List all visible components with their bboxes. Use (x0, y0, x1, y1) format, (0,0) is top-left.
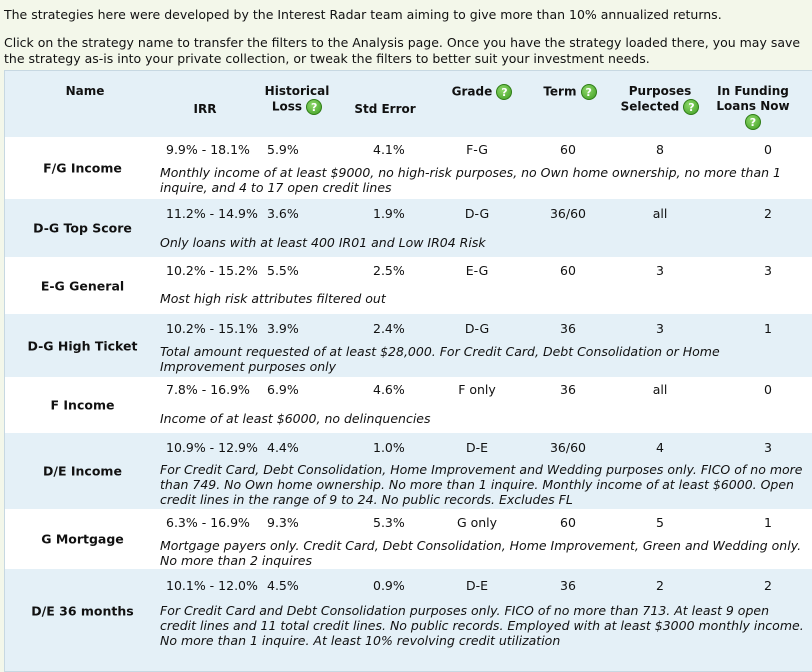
strategy-name-link[interactable]: D/E Income (43, 463, 122, 479)
grade-value: D-E (465, 440, 489, 455)
irr-value: 10.2% - 15.1% (166, 321, 258, 336)
strategies-table (4, 70, 812, 672)
strategy-row (5, 433, 812, 509)
term-value: 36/60 (549, 206, 587, 221)
irr-value: 9.9% - 18.1% (166, 142, 250, 157)
term-value: 60 (560, 142, 576, 157)
loss-value: 6.9% (267, 382, 299, 397)
header-term (530, 84, 610, 100)
term-value: 36 (560, 578, 576, 593)
header-in-funding-label: In Funding Loans Now (716, 84, 790, 113)
header-grade (437, 84, 527, 100)
irr-value: 10.9% - 12.9% (166, 440, 258, 455)
header-historical-loss (257, 84, 337, 115)
header-name: Name (65, 84, 105, 98)
strategy-row (5, 509, 812, 569)
loss-value: 3.9% (267, 321, 299, 336)
purposes-value: all (652, 382, 668, 397)
header-purposes-selected (617, 84, 703, 115)
help-icon[interactable]: ? (745, 114, 761, 130)
strategy-row (5, 199, 812, 257)
purposes-value: 3 (656, 263, 664, 278)
purposes-value: all (652, 206, 668, 221)
strategy-description: For Credit Card and Debt Consolidation purposes only. FICO of no more than 713. At least 9 open credit lines and 11 total credit lines. No public records. Employed with at least $3000 monthly income. No more than 1 inquire. At least 10% revolving credit utilization (160, 603, 804, 648)
grade-value: E-G (465, 263, 489, 278)
grade-value: F-G (466, 142, 488, 157)
header-grade-label: Grade (451, 84, 493, 99)
strategy-row (5, 257, 812, 314)
header-in-funding (713, 84, 793, 130)
irr-value: 11.2% - 14.9% (166, 206, 258, 221)
help-icon[interactable]: ? (306, 99, 322, 115)
help-icon[interactable]: ? (683, 99, 699, 115)
term-value: 36/60 (549, 440, 587, 455)
loss-value: 4.5% (267, 578, 299, 593)
header-std-error: Std Error (354, 102, 416, 116)
strategy-name-link[interactable]: F Income (50, 397, 115, 413)
strategy-name-link[interactable]: D/E 36 months (31, 603, 134, 619)
loss-value: 5.5% (267, 263, 299, 278)
instructions-text: Click on the strategy name to transfer the filters to the Analysis page. Once you have the strategy loaded there, you may save the strategy as-is into your private collection, or tweak the filters to better suit your investment needs. (4, 35, 801, 66)
loss-value: 5.9% (267, 142, 299, 157)
std-error-value: 0.9% (373, 578, 405, 593)
term-value: 60 (560, 515, 576, 530)
term-value: 36 (560, 321, 576, 336)
std-error-value: 2.5% (373, 263, 405, 278)
strategy-row (5, 569, 812, 653)
purposes-value: 4 (656, 440, 664, 455)
purposes-value: 2 (656, 578, 664, 593)
strategy-description: Income of at least $6000, no delinquencies (160, 411, 431, 426)
term-value: 60 (560, 263, 576, 278)
purposes-value: 5 (656, 515, 664, 530)
help-icon[interactable]: ? (496, 84, 512, 100)
strategy-row (5, 137, 812, 199)
strategy-name-link[interactable]: D-G Top Score (33, 220, 132, 236)
strategy-name-link[interactable]: G Mortgage (41, 531, 124, 547)
std-error-value: 5.3% (373, 515, 405, 530)
loss-value: 9.3% (267, 515, 299, 530)
irr-value: 10.2% - 15.2% (166, 263, 258, 278)
irr-value: 6.3% - 16.9% (166, 515, 250, 530)
in-funding-value: 0 (764, 142, 772, 157)
strategy-description: Most high risk attributes filtered out (160, 291, 386, 306)
strategy-description: Monthly income of at least $9000, no high-risk purposes, no Own home ownership, no more than 1 inquire, and 4 to 17 open credit lines (160, 165, 781, 195)
strategy-name-link[interactable]: F/G Income (43, 160, 122, 176)
header-historical-loss-label: Historical Loss (264, 84, 330, 114)
grade-value: D-G (464, 321, 490, 336)
strategy-row (5, 314, 812, 377)
in-funding-value: 0 (764, 382, 772, 397)
strategy-description: Mortgage payers only. Credit Card, Debt Consolidation, Home Improvement, Green and Wedding only. No more than 2 inquires (160, 538, 802, 568)
in-funding-value: 3 (764, 440, 772, 455)
std-error-value: 2.4% (373, 321, 405, 336)
in-funding-value: 2 (764, 578, 772, 593)
strategy-row (5, 377, 812, 433)
header-irr: IRR (193, 102, 217, 116)
intro-text: The strategies here were developed by the Interest Radar team aiming to give more than 10% annualized returns. (4, 7, 722, 22)
std-error-value: 1.9% (373, 206, 405, 221)
grade-value: D-G (464, 206, 490, 221)
irr-value: 10.1% - 12.0% (166, 578, 258, 593)
help-icon[interactable]: ? (581, 84, 597, 100)
grade-value: F only (458, 382, 496, 397)
strategy-description: For Credit Card, Debt Consolidation, Home Improvement and Wedding purposes only. FICO of no more than 749. No Own home ownership. No more than 1 inquire. Monthly income of at least $6000. Open credit lines in the range of 9 to 24. No public records. Excludes FL (160, 462, 803, 507)
std-error-value: 4.1% (373, 142, 405, 157)
header-term-label: Term (543, 84, 577, 99)
purposes-value: 3 (656, 321, 664, 336)
strategy-name-link[interactable]: E-G General (40, 278, 125, 293)
in-funding-value: 3 (764, 263, 772, 278)
in-funding-value: 1 (764, 321, 772, 336)
irr-value: 7.8% - 16.9% (166, 382, 250, 397)
loss-value: 3.6% (267, 206, 299, 221)
strategy-description: Only loans with at least 400 IR01 and Low IR04 Risk (160, 235, 486, 250)
strategy-name-link[interactable]: D-G High Ticket (27, 338, 138, 353)
term-value: 36 (560, 382, 576, 397)
std-error-value: 1.0% (373, 440, 405, 455)
header-purposes-label: Purposes Selected (620, 84, 692, 114)
loss-value: 4.4% (267, 440, 299, 455)
std-error-value: 4.6% (373, 382, 405, 397)
in-funding-value: 2 (764, 206, 772, 221)
grade-value: D-E (465, 578, 489, 593)
in-funding-value: 1 (764, 515, 772, 530)
strategy-description: Total amount requested of at least $28,000. For Credit Card, Debt Consolidation or Home Improvement purposes only (160, 344, 720, 374)
grade-value: G only (456, 515, 498, 530)
purposes-value: 8 (656, 142, 664, 157)
